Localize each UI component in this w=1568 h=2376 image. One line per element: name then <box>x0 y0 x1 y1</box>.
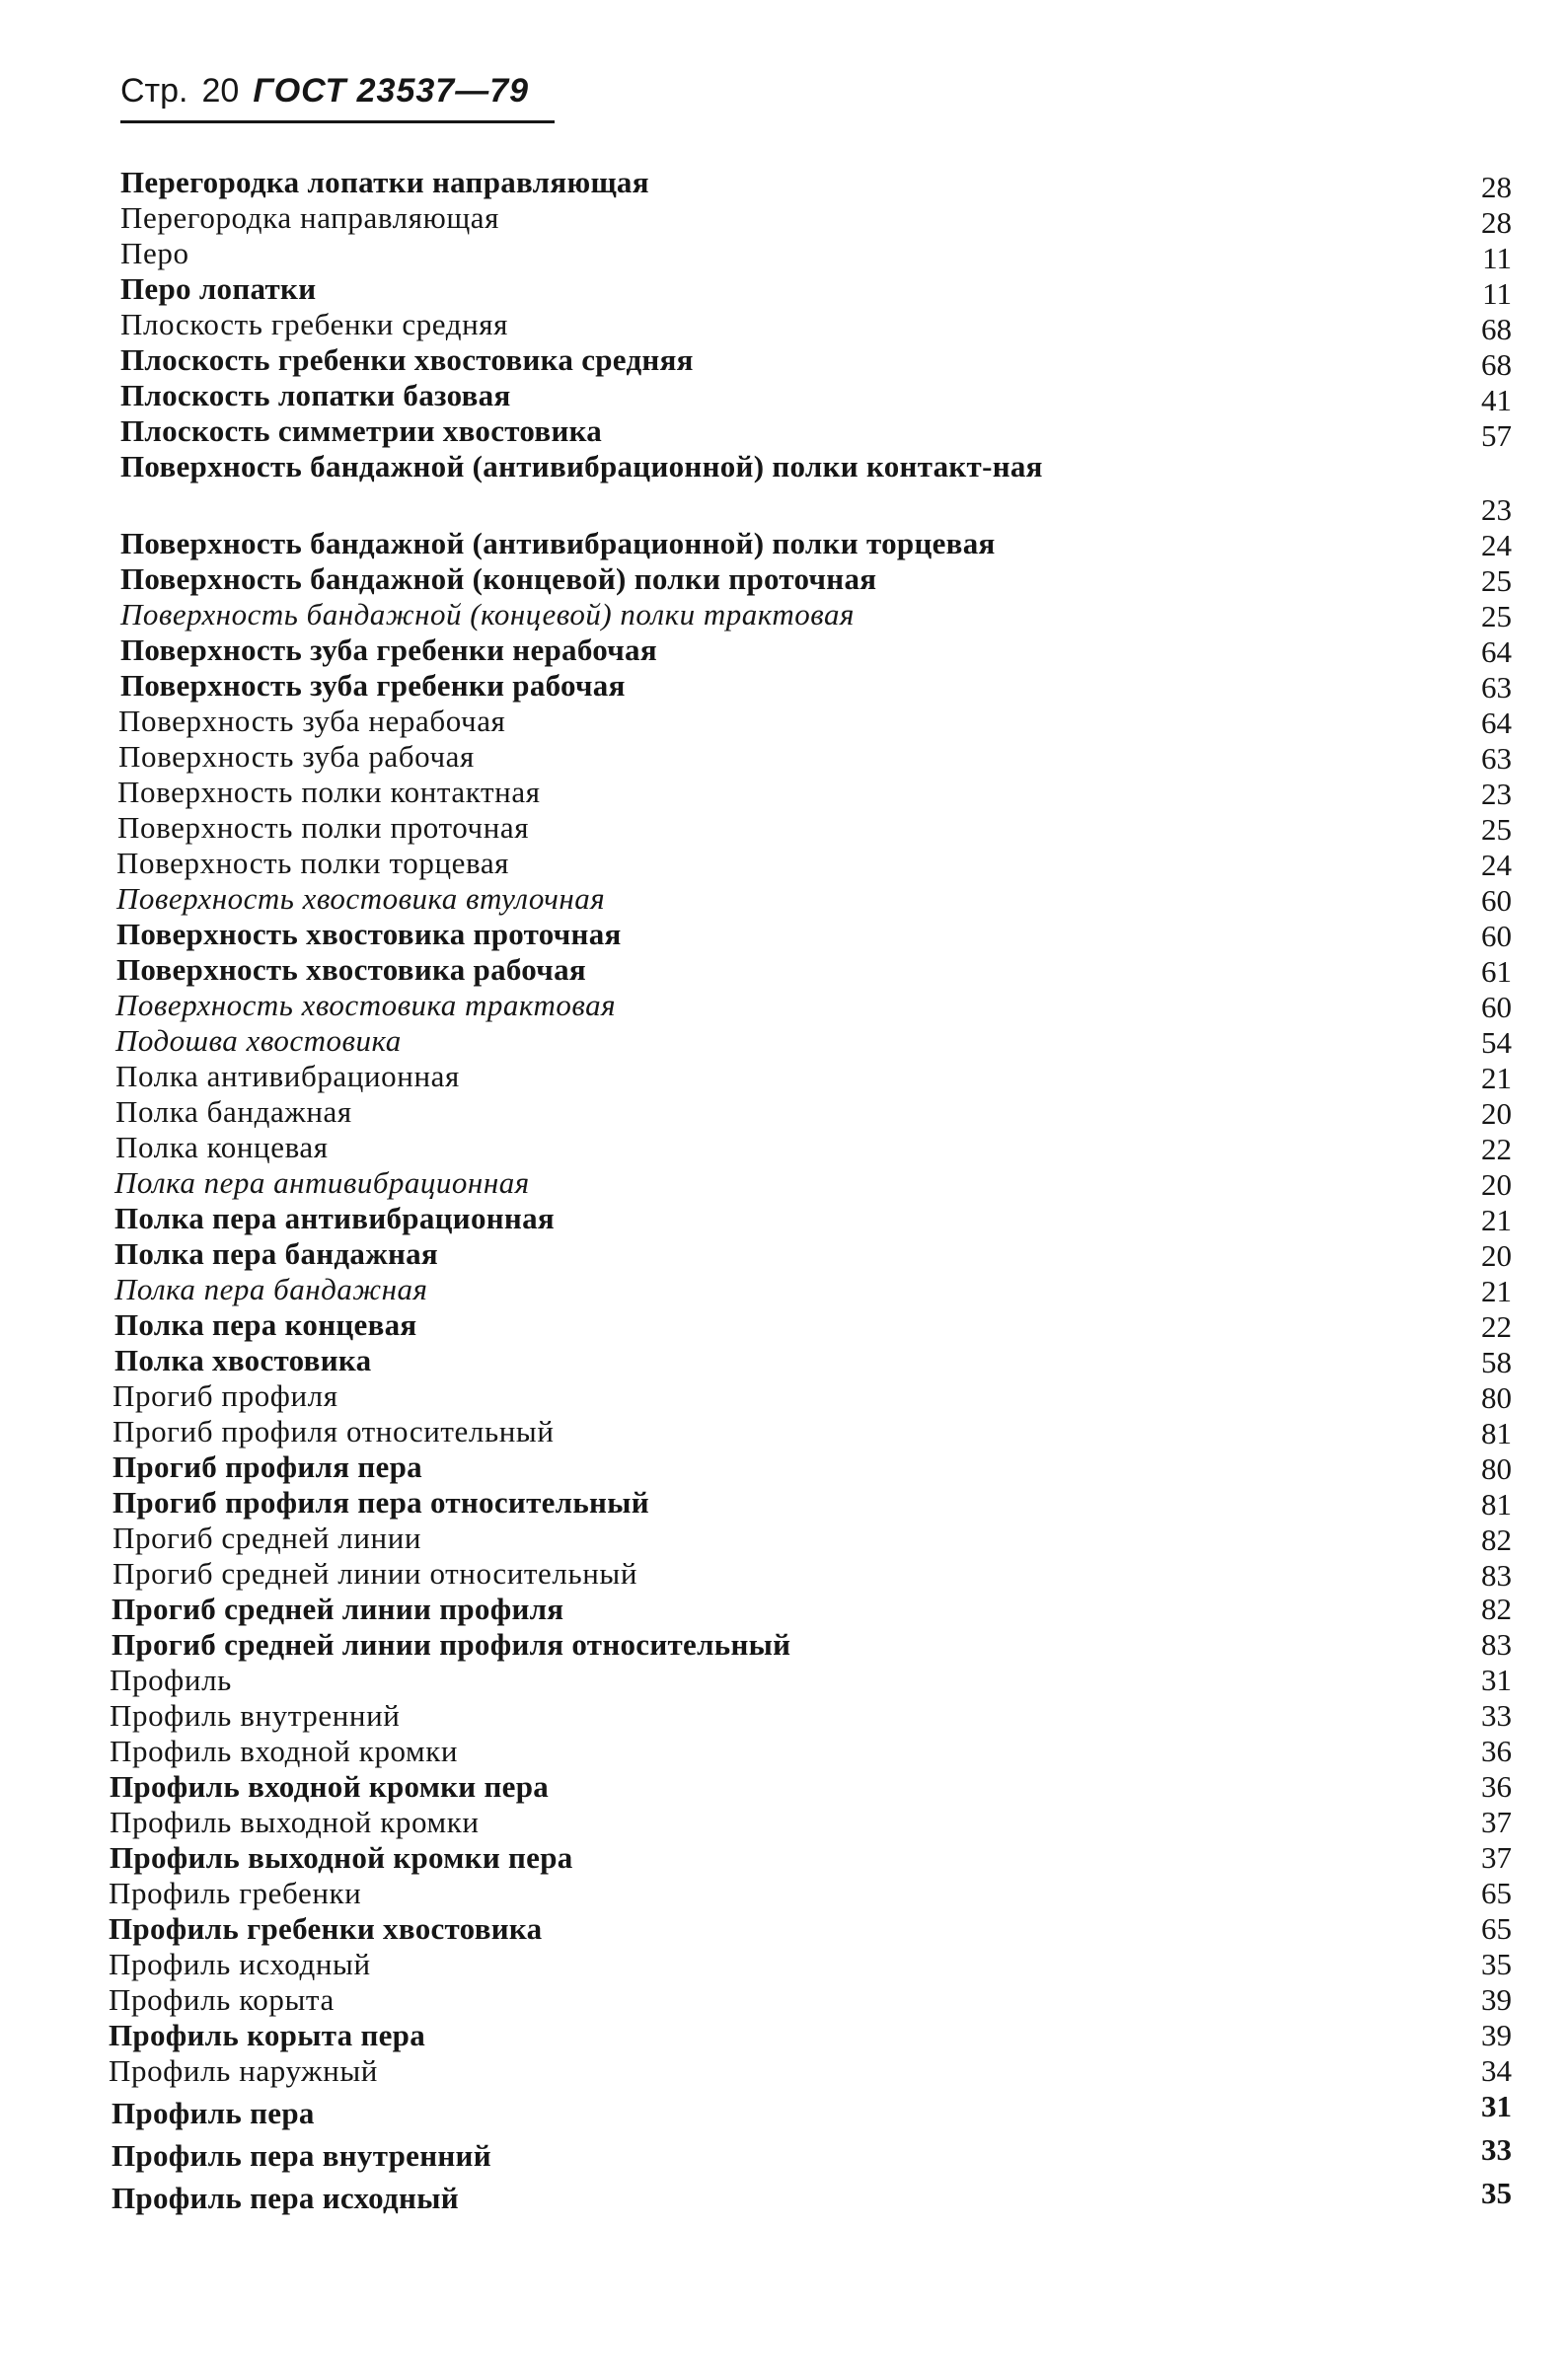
index-term: Поверхность зуба гребенки рабочая <box>120 668 626 703</box>
index-term: Плоскость лопатки базовая <box>120 378 511 412</box>
index-term: Поверхность бандажной (антивибрационной) полки торцевая <box>120 526 996 560</box>
index-term: Прогиб средней линии профиля <box>112 1592 564 1626</box>
index-page-number: 31 <box>1481 1663 1512 1697</box>
index-page-number: 82 <box>1481 1592 1512 1626</box>
index-term: Поверхность хвостовика втулочная <box>116 881 606 916</box>
index-page-number: 68 <box>1481 347 1512 382</box>
index-page-number: 81 <box>1481 1416 1512 1450</box>
index-term: Прогиб средней линии профиля относительный <box>112 1627 791 1662</box>
index-term: Перо <box>120 236 189 270</box>
index-term: Полка антивибрационная <box>115 1059 460 1093</box>
index-term: Поверхность полки проточная <box>117 810 530 845</box>
index-page-number: 21 <box>1481 1274 1512 1308</box>
index-term: Полка пера концевая <box>114 1307 417 1342</box>
index-term: Подошва хвостовика <box>115 1023 402 1058</box>
index-page-number: 58 <box>1481 1345 1512 1379</box>
index-page-number: 33 <box>1481 2132 1512 2167</box>
index-term: Поверхность полки контактная <box>117 775 541 809</box>
index-page-number: 82 <box>1481 1522 1512 1557</box>
index-page-number: 23 <box>1481 492 1512 527</box>
index-term: Прогиб средней линии относительный <box>112 1556 638 1591</box>
index-term: Плоскость симметрии хвостовика <box>120 413 603 448</box>
index-term: Полка хвостовика <box>114 1343 372 1377</box>
index-page-number: 21 <box>1481 1061 1512 1095</box>
index-term: Профиль пера исходный <box>112 2181 459 2215</box>
index-page-number: 83 <box>1481 1627 1512 1662</box>
index-page-number: 24 <box>1481 848 1512 882</box>
index-page-number: 25 <box>1481 563 1512 598</box>
index-page-number: 80 <box>1481 1380 1512 1415</box>
index-term: Поверхность зуба нерабочая <box>118 704 506 738</box>
index-term: Профиль корыта пера <box>109 2018 426 2052</box>
index-term: Плоскость гребенки хвостовика средняя <box>120 342 694 377</box>
index-term: Профиль исходный <box>109 1947 371 1981</box>
index-term: Поверхность бандажной (антивибрационной) полки контакт-ная <box>120 449 1043 483</box>
index-page-number: 41 <box>1481 383 1512 417</box>
index-page-number: 28 <box>1481 205 1512 240</box>
index-term: Поверхность бандажной (концевой) полки проточная <box>120 561 877 596</box>
index-term: Поверхность полки торцевая <box>116 846 510 880</box>
index-term: Профиль выходной кромки пера <box>110 1840 573 1875</box>
index-term: Поверхность бандажной (концевой) полки трактовая <box>120 597 855 631</box>
index-page-number: 39 <box>1481 2018 1512 2052</box>
index-term: Поверхность хвостовика трактовая <box>115 988 617 1022</box>
index-page-number: 20 <box>1481 1096 1512 1131</box>
index-term: Профиль гребенки <box>109 1876 362 1910</box>
index-page-number: 25 <box>1481 812 1512 847</box>
page-number: 20 <box>201 72 240 110</box>
index-term: Полка пера бандажная <box>114 1272 428 1306</box>
index-page-number: 35 <box>1481 1947 1512 1981</box>
index-term: Поверхность зуба рабочая <box>118 739 475 774</box>
index-page-number: 54 <box>1481 1025 1512 1060</box>
index-term: Полка пера антивибрационная <box>114 1165 530 1200</box>
index-page-number: 60 <box>1481 919 1512 953</box>
index-page-number: 23 <box>1481 777 1512 811</box>
index-term: Профиль входной кромки <box>110 1734 459 1768</box>
index-term: Плоскость гребенки средняя <box>120 307 509 341</box>
index-page-number: 11 <box>1482 276 1512 311</box>
index-page-number: 25 <box>1481 599 1512 633</box>
index-page-number: 20 <box>1481 1167 1512 1202</box>
index-page-number: 21 <box>1481 1203 1512 1237</box>
index-page-number: 31 <box>1481 2089 1512 2123</box>
index-page-number: 11 <box>1482 241 1512 275</box>
index-page-number: 37 <box>1481 1840 1512 1875</box>
index-page-number: 63 <box>1481 670 1512 705</box>
index-term: Полка концевая <box>115 1130 329 1164</box>
index-page-number: 36 <box>1481 1769 1512 1804</box>
index-page-number: 60 <box>1481 883 1512 918</box>
index-term: Перо лопатки <box>120 271 317 306</box>
index-term: Профиль пера внутренний <box>112 2138 491 2173</box>
index-page-number: 35 <box>1481 2176 1512 2210</box>
index-page-number: 34 <box>1481 2053 1512 2088</box>
index-term: Поверхность зуба гребенки нерабочая <box>120 632 657 667</box>
index-page-number: 80 <box>1481 1451 1512 1486</box>
index-term: Поверхность хвостовика проточная <box>116 917 622 951</box>
index-term: Профиль выходной кромки <box>110 1805 480 1839</box>
index-page-number: 28 <box>1481 170 1512 204</box>
index-term: Прогиб профиля относительный <box>112 1414 555 1448</box>
index-term: Перегородка направляющая <box>120 200 500 235</box>
index-term: Профиль пера <box>112 2096 315 2130</box>
index-page-number: 64 <box>1481 634 1512 669</box>
index-page-number: 33 <box>1481 1698 1512 1733</box>
index-page-number: 68 <box>1481 312 1512 346</box>
index-page-number: 65 <box>1481 1911 1512 1946</box>
index-term: Профиль гребенки хвостовика <box>109 1911 543 1946</box>
index-term: Полка пера антивибрационная <box>114 1201 555 1235</box>
index-term: Прогиб профиля пера относительный <box>112 1485 649 1520</box>
index-term: Перегородка лопатки направляющая <box>120 165 649 199</box>
index-page-number: 22 <box>1481 1309 1512 1344</box>
page-label: Стр. <box>120 72 188 110</box>
index-term: Полка бандажная <box>115 1094 352 1129</box>
index-term: Полка пера бандажная <box>114 1236 439 1271</box>
index-page-number: 64 <box>1481 705 1512 740</box>
index-term: Профиль внутренний <box>110 1698 401 1733</box>
index-term: Прогиб средней линии <box>112 1521 422 1555</box>
index-page-number: 63 <box>1481 741 1512 776</box>
index-page-number: 39 <box>1481 1982 1512 2017</box>
index-page-number: 65 <box>1481 1876 1512 1910</box>
index-page-number: 37 <box>1481 1805 1512 1839</box>
index-page-number: 20 <box>1481 1238 1512 1273</box>
index-term: Профиль наружный <box>109 2053 378 2088</box>
index-term: Профиль входной кромки пера <box>110 1769 550 1804</box>
index-term: Профиль корыта <box>109 1982 335 2017</box>
index-page-number: 22 <box>1481 1132 1512 1166</box>
index-page-number: 61 <box>1481 954 1512 989</box>
standard-designation: ГОСТ 23537—79 <box>253 72 530 110</box>
index-page-number: 36 <box>1481 1734 1512 1768</box>
index-term: Профиль <box>110 1663 232 1697</box>
index-page-number: 81 <box>1481 1487 1512 1522</box>
index-page-number: 83 <box>1481 1558 1512 1593</box>
index-term: Прогиб профиля <box>112 1378 338 1413</box>
index-page-number: 24 <box>1481 528 1512 562</box>
index-page-number: 57 <box>1481 418 1512 453</box>
index-term: Прогиб профиля пера <box>112 1449 422 1484</box>
index-page-number: 60 <box>1481 990 1512 1024</box>
index-term: Поверхность хвостовика рабочая <box>116 952 586 987</box>
